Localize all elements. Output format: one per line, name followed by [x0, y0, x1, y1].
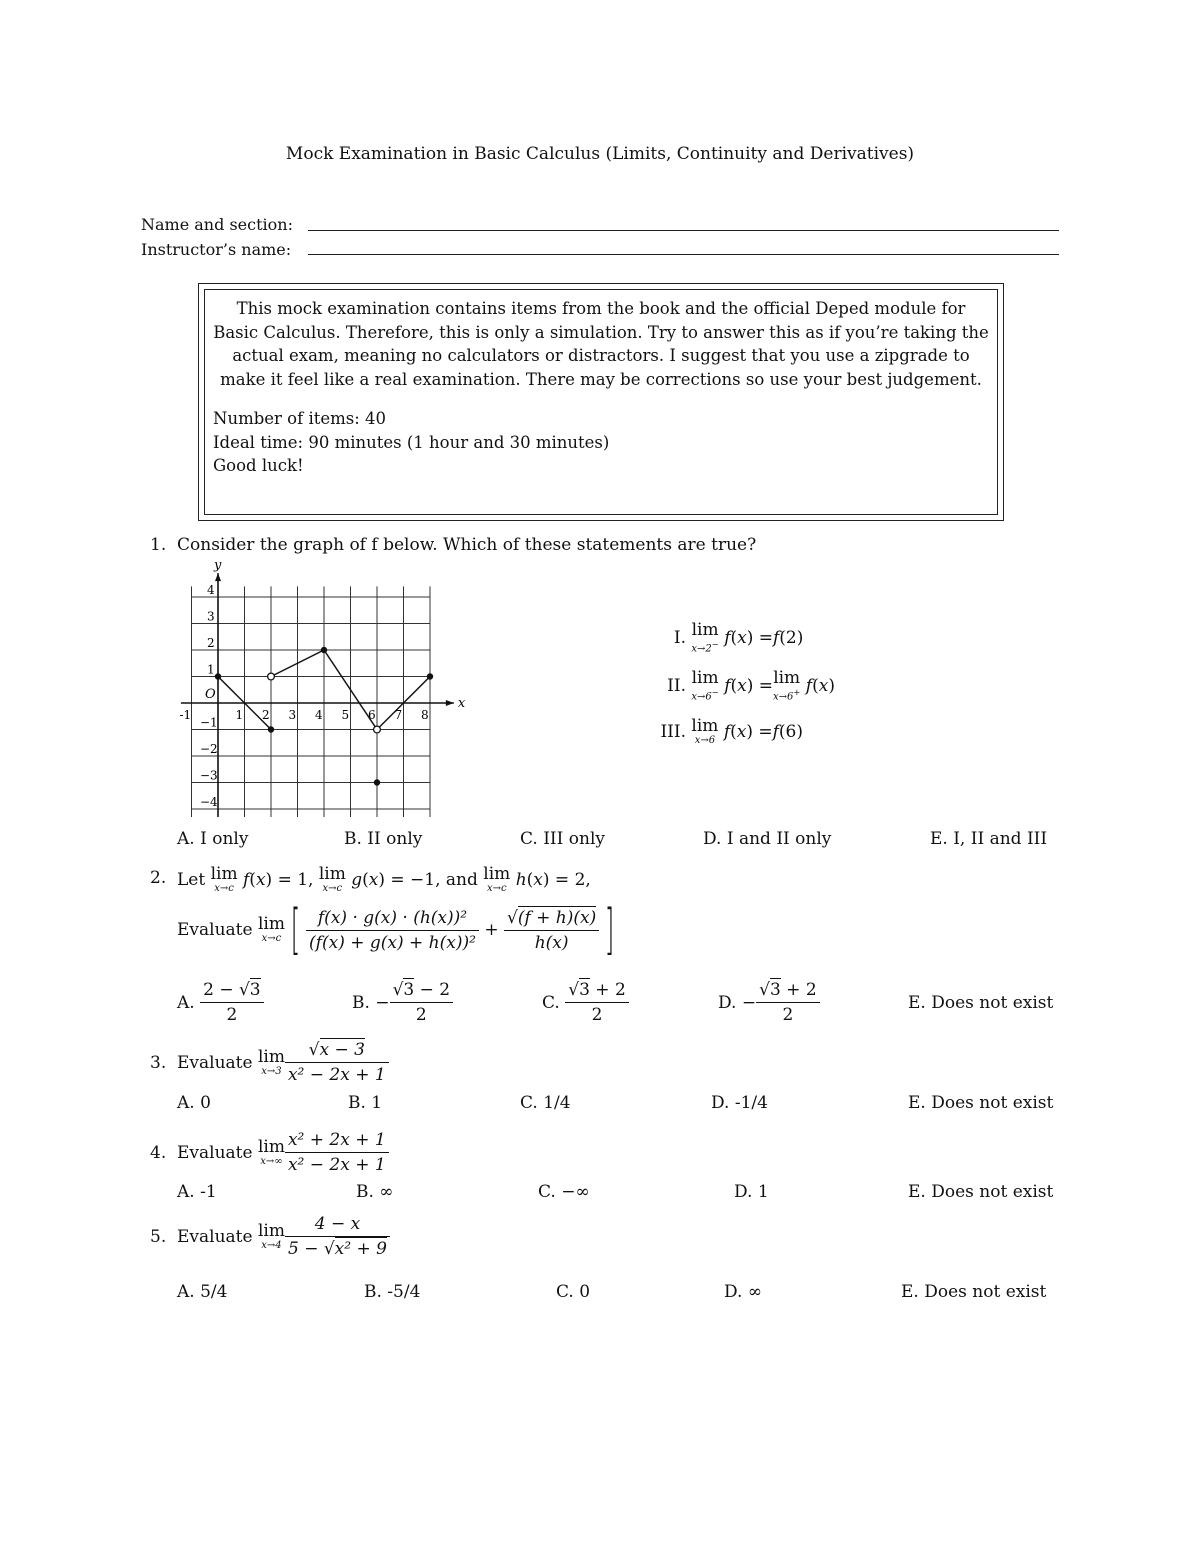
q4-option-b[interactable]: B. ∞ — [356, 1182, 394, 1202]
q3-option-b[interactable]: B. 1 — [348, 1093, 383, 1113]
y-axis-arrow — [215, 573, 221, 581]
y-tick-label: −3 — [200, 768, 218, 783]
closed-point — [374, 779, 380, 785]
q3-number: 3. — [150, 1053, 167, 1073]
q5-option-e[interactable]: E. Does not exist — [901, 1282, 1047, 1302]
q3-evaluate: Evaluate — [177, 1052, 253, 1073]
statement-1-label: I. — [673, 628, 686, 649]
q5-option-c[interactable]: C. 0 — [556, 1282, 591, 1302]
open-point — [268, 673, 275, 680]
q2-number: 2. — [150, 868, 167, 888]
closed-point — [268, 726, 274, 732]
x-tick-label: 3 — [288, 708, 297, 722]
q1-option-b[interactable]: B. II only — [344, 829, 423, 849]
y-tick-label: 3 — [207, 609, 215, 624]
graph-axes — [181, 573, 454, 817]
instructor-name-label: Instructor’s name: — [141, 240, 292, 259]
instructions-paragraph: This mock examination contains items from the book and the official Deped module for Basic Calculus. Therefore, this is only a simulation. Try to answer this as if you’re taking the actual exam, meaning no calculators or distractors. I suggest that you use a zipgrade to make it feel like a real examination. There may be corrections so use your best judgement. — [213, 299, 989, 389]
x-axis-label: x — [457, 696, 466, 711]
ideal-time: Ideal time: 90 minutes (1 hour and 30 minutes) — [213, 432, 610, 452]
y-tick-label: −1 — [200, 715, 218, 730]
q2-expression: Evaluate lim x→c [ $\frac{\text{f(x) · g(x) · (h(x))²}}{\text{(f(x) + g(x) + h(x))²}}$ + $\frac{√(f + h)(x)}{h(x)}$ ] — [177, 898, 615, 961]
q4-option-e[interactable]: E. Does not exist — [908, 1182, 1054, 1202]
page-title: Mock Examination in Basic Calculus (Limits, Continuity and Derivatives) — [285, 144, 915, 164]
statement-2-label: II. — [667, 676, 686, 697]
open-point — [374, 726, 381, 733]
x-tick-label: -1 — [179, 708, 192, 722]
name-section-label: Name and section: — [141, 215, 293, 234]
q3-option-c[interactable]: C. 1/4 — [520, 1093, 571, 1113]
q1-number: 1. — [150, 535, 167, 555]
q4-expression: Evaluate lim x→∞ $\frac{\text{x² + 2x + 1}}{\text{x² − 2x + 1}}$ — [177, 1130, 389, 1175]
y-tick-label: 2 — [207, 636, 215, 650]
q2-option-b[interactable]: B. − $\frac{√3 - 2}{2}$ — [352, 980, 453, 1025]
q5-number: 5. — [150, 1227, 167, 1247]
x-tick-label: 7 — [394, 708, 403, 722]
x-tick-label: 4 — [315, 708, 323, 722]
q4-option-a[interactable]: A. -1 — [177, 1182, 217, 1202]
y-tick-label: 1 — [207, 662, 215, 677]
q1-statement-1: I. lim x→2− f ( x ) = f (2) — [650, 622, 950, 654]
x-tick-label: 1 — [235, 708, 244, 722]
good-luck: Good luck! — [213, 456, 304, 475]
q4-number: 4. — [150, 1143, 167, 1163]
number-of-items: Number of items: 40 — [213, 409, 387, 428]
instructions-inner-box — [204, 289, 998, 515]
q2-evaluate: Evaluate — [177, 920, 253, 940]
q5-evaluate: Evaluate — [177, 1226, 253, 1247]
q4-option-c[interactable]: C. −∞ — [538, 1182, 590, 1202]
q2-option-e[interactable]: E. Does not exist — [908, 993, 1054, 1013]
q1-option-d[interactable]: D. I and II only — [703, 829, 832, 849]
q5-option-d[interactable]: D. ∞ — [724, 1282, 762, 1302]
q3-option-a[interactable]: A. 0 — [177, 1093, 211, 1113]
closed-point — [215, 673, 221, 679]
x-tick-label: 8 — [421, 708, 429, 722]
closed-point — [427, 673, 433, 679]
q1-option-a[interactable]: A. I only — [177, 829, 249, 849]
q3-option-d[interactable]: D. -1/4 — [711, 1093, 768, 1113]
q1-statement-2: II. lim x→6− f ( x ) = lim x→6+ f ( x ) — [650, 670, 950, 702]
q2-option-a[interactable]: A. $\frac{2 - √3}{2}$ — [177, 980, 264, 1025]
name-section-field[interactable] — [308, 230, 1059, 231]
q1-text: Consider the graph of f below. Which of these statements are true? — [177, 535, 757, 555]
y-tick-label: 4 — [207, 583, 215, 597]
closed-point — [321, 647, 327, 653]
x-axis-arrow — [446, 700, 454, 706]
statement-3-label: III. — [660, 722, 686, 742]
x-tick-label: 6 — [368, 708, 376, 722]
q2-option-c[interactable]: C. $\frac{√3 + 2}{2}$ — [542, 980, 629, 1025]
x-tick-label: 2 — [262, 708, 270, 722]
instructor-name-field[interactable] — [308, 254, 1059, 255]
q3-option-e[interactable]: E. Does not exist — [908, 1093, 1054, 1113]
q1-statement-3: III. lim x→6 f ( x ) = f (6) — [650, 718, 950, 746]
q4-evaluate: Evaluate — [177, 1142, 253, 1163]
q2-option-d[interactable]: D. − $\frac{√3 + 2}{2}$ — [718, 980, 820, 1025]
q1-graph — [170, 556, 470, 826]
q1-option-c[interactable]: C. III only — [520, 829, 605, 849]
y-tick-label: −2 — [200, 742, 218, 756]
y-axis-label: y — [214, 558, 222, 574]
q5-option-b[interactable]: B. -5/4 — [364, 1282, 421, 1302]
q4-option-d[interactable]: D. 1 — [734, 1182, 769, 1202]
instructions-box — [198, 283, 1004, 521]
graph-grid — [192, 586, 431, 817]
x-tick-label: 5 — [341, 708, 350, 722]
q3-expression: Evaluate lim x→3 $\frac{√x - 3}{\text{x² − 2x + 1}}$ — [177, 1040, 389, 1085]
q5-expression: Evaluate lim x→4 $\frac{4 - x}{\text{5 − √x² + 9}}$ — [177, 1214, 390, 1259]
origin-label: O — [205, 687, 216, 702]
q5-option-a[interactable]: A. 5/4 — [177, 1282, 228, 1302]
q1-option-e[interactable]: E. I, II and III — [930, 829, 1048, 849]
q2-given: Let lim x→c f ( x ) = 1, lim x→c g ( x ) = −1, and lim x→c h ( x ) = 2, — [177, 864, 591, 894]
y-tick-label: −4 — [200, 795, 218, 809]
q2-let: Let — [177, 870, 206, 890]
